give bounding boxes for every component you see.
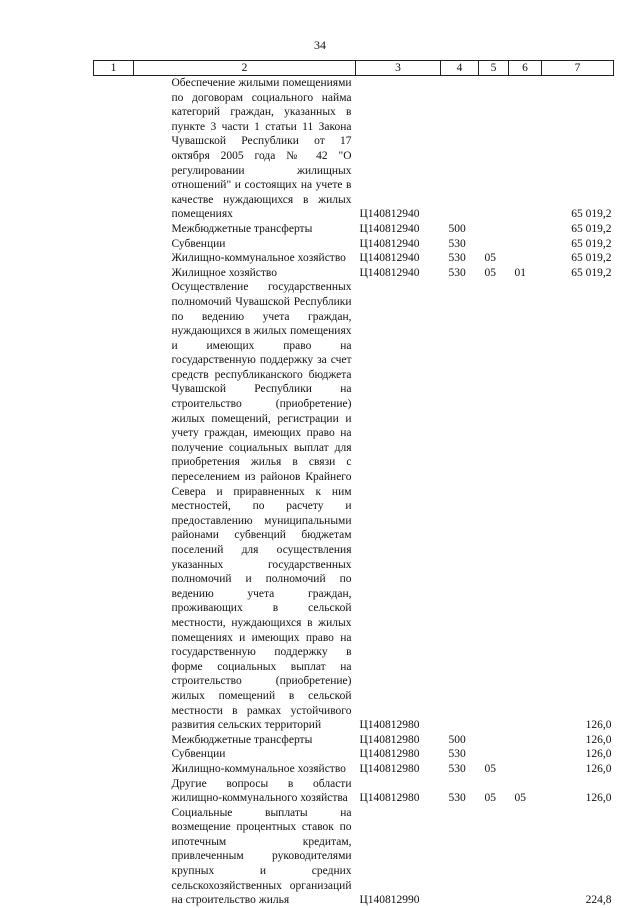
row-section xyxy=(479,237,509,252)
table-row xyxy=(94,280,614,732)
row-empty-cell xyxy=(94,251,134,266)
row-expense-type: 530 xyxy=(448,252,466,265)
row-target-code: Ц140812940 xyxy=(359,252,420,265)
row-expense-type xyxy=(441,76,479,222)
header-col-2: 2 xyxy=(134,61,356,76)
table-row xyxy=(94,251,614,266)
row-subsection xyxy=(509,237,542,252)
row-expense-type: 530 xyxy=(448,237,466,250)
row-description: Обеспечение жилыми помещениями по договорам социального найма категорий граждан, указанных в пункте 3 части 1 статьи 11 Закона Чувашской Республики от 17 октября 2005 года № 42 "О регулировании жилищных отношений" и состоящих на учете в качестве нуждающихся в жилых помещениях xyxy=(171,77,352,221)
row-amount: 224,8 xyxy=(585,894,612,907)
row-section: 05 xyxy=(484,252,496,265)
row-subsection xyxy=(509,222,542,237)
row-section xyxy=(479,280,509,732)
row-amount: 126,0 xyxy=(585,748,612,761)
table-row xyxy=(94,777,614,806)
row-section: 05 xyxy=(484,792,496,805)
row-target-code: Ц140812940 xyxy=(359,208,420,221)
row-target-code: Ц140812990 xyxy=(359,894,420,907)
row-expense-type xyxy=(441,280,479,732)
row-subsection xyxy=(509,762,542,777)
row-empty-cell xyxy=(94,777,134,806)
row-target-code: Ц140812980 xyxy=(359,762,420,775)
row-section xyxy=(479,806,509,908)
row-amount: 65 019,2 xyxy=(571,208,612,221)
row-subsection xyxy=(509,733,542,748)
header-col-4: 4 xyxy=(441,61,479,76)
row-subsection: 01 xyxy=(514,266,526,279)
row-empty-cell xyxy=(94,762,134,777)
row-empty-cell xyxy=(94,733,134,748)
table-row xyxy=(94,806,614,908)
row-section xyxy=(479,747,509,762)
row-subsection xyxy=(509,806,542,908)
row-description: Межбюджетные трансферты xyxy=(171,222,313,235)
table-row xyxy=(94,222,614,237)
row-empty-cell xyxy=(94,222,134,237)
row-description: Жилищное хозяйство xyxy=(171,266,278,279)
row-section xyxy=(479,733,509,748)
row-target-code: Ц140812940 xyxy=(359,222,420,235)
row-subsection xyxy=(509,747,542,762)
table-row xyxy=(94,747,614,762)
table-row xyxy=(94,762,614,777)
row-amount: 65 019,2 xyxy=(571,237,612,250)
header-col-3: 3 xyxy=(356,61,441,76)
row-description: Жилищно-коммунальное хозяйство xyxy=(171,762,346,775)
row-description: Субвенции xyxy=(171,748,226,761)
row-empty-cell xyxy=(94,266,134,281)
row-amount: 65 019,2 xyxy=(571,222,612,235)
row-empty-cell xyxy=(94,76,134,222)
row-description: Социальные выплаты на возмещение процентных ставок по ипотечным кредитам, привлеченным руководителями крупных и средних сельскохозяйственных организаций на строительство жилья xyxy=(171,806,352,907)
table-row xyxy=(94,237,614,252)
row-target-code: Ц140812980 xyxy=(359,719,420,732)
row-description: Осуществление государственных полномочий Чувашской Республики по ведению учета граждан, нуждающихся в жилых помещениях и имеющих право на государственную поддержку за счет средств республиканского бюджета Чувашской Республики на строительство (приобретение) жилых помещений, регистрации и учету граждан, имеющих право на получение социальных выплат для приобретения жилья в связи с переселением из районов Крайнего Севера и приравненных к ним местностей, по расчету и предоставлению муниципальными районами субвенций бюджетам поселений для осуществления указанных государственных полномочий и полномочий по ведению учета граждан, проживающих в сельской местности, нуждающихся в жилых помещениях и имеющих право на государственную поддержку в форме социальных выплат на строительство (приобретение) жилых помещений в сельской местности в рамках устойчивого развития сельских территорий xyxy=(171,281,352,732)
header-col-5: 5 xyxy=(479,61,509,76)
row-target-code: Ц140812980 xyxy=(359,748,420,761)
row-target-code: Ц140812980 xyxy=(359,792,420,805)
row-expense-type xyxy=(441,806,479,908)
row-section: 05 xyxy=(484,762,496,775)
row-amount: 126,0 xyxy=(585,719,612,732)
header-col-1: 1 xyxy=(94,61,134,76)
row-target-code: Ц140812940 xyxy=(359,237,420,250)
row-amount: 65 019,2 xyxy=(571,266,612,279)
row-subsection: 05 xyxy=(514,792,526,805)
header-row xyxy=(94,61,614,76)
row-expense-type: 530 xyxy=(448,792,466,805)
header-col-7: 7 xyxy=(542,61,614,76)
row-expense-type: 530 xyxy=(448,266,466,279)
table-row xyxy=(94,266,614,281)
row-empty-cell xyxy=(94,806,134,908)
row-description: Субвенции xyxy=(171,237,226,250)
row-expense-type: 530 xyxy=(448,762,466,775)
table-row xyxy=(94,76,614,222)
row-empty-cell xyxy=(94,280,134,732)
row-amount: 126,0 xyxy=(585,792,612,805)
row-empty-cell xyxy=(94,747,134,762)
row-section: 05 xyxy=(484,266,496,279)
page-number: 34 xyxy=(314,38,326,52)
row-subsection xyxy=(509,76,542,222)
row-expense-type: 500 xyxy=(448,222,466,235)
row-empty-cell xyxy=(94,237,134,252)
row-section xyxy=(479,76,509,222)
row-description: Жилищно-коммунальное хозяйство xyxy=(171,252,346,265)
row-description: Другие вопросы в области жилищно-коммунального хозяйства xyxy=(171,777,352,805)
row-target-code: Ц140812980 xyxy=(359,733,420,746)
table-row xyxy=(94,733,614,748)
row-expense-type: 530 xyxy=(448,748,466,761)
row-amount: 126,0 xyxy=(585,733,612,746)
header-col-6: 6 xyxy=(509,61,542,76)
row-target-code: Ц140812940 xyxy=(359,266,420,279)
row-description: Межбюджетные трансферты xyxy=(171,733,313,746)
row-subsection xyxy=(509,251,542,266)
row-amount: 126,0 xyxy=(585,762,612,775)
row-expense-type: 500 xyxy=(448,733,466,746)
budget-table xyxy=(93,60,614,908)
row-section xyxy=(479,222,509,237)
row-amount: 65 019,2 xyxy=(571,252,612,265)
row-subsection xyxy=(509,280,542,732)
